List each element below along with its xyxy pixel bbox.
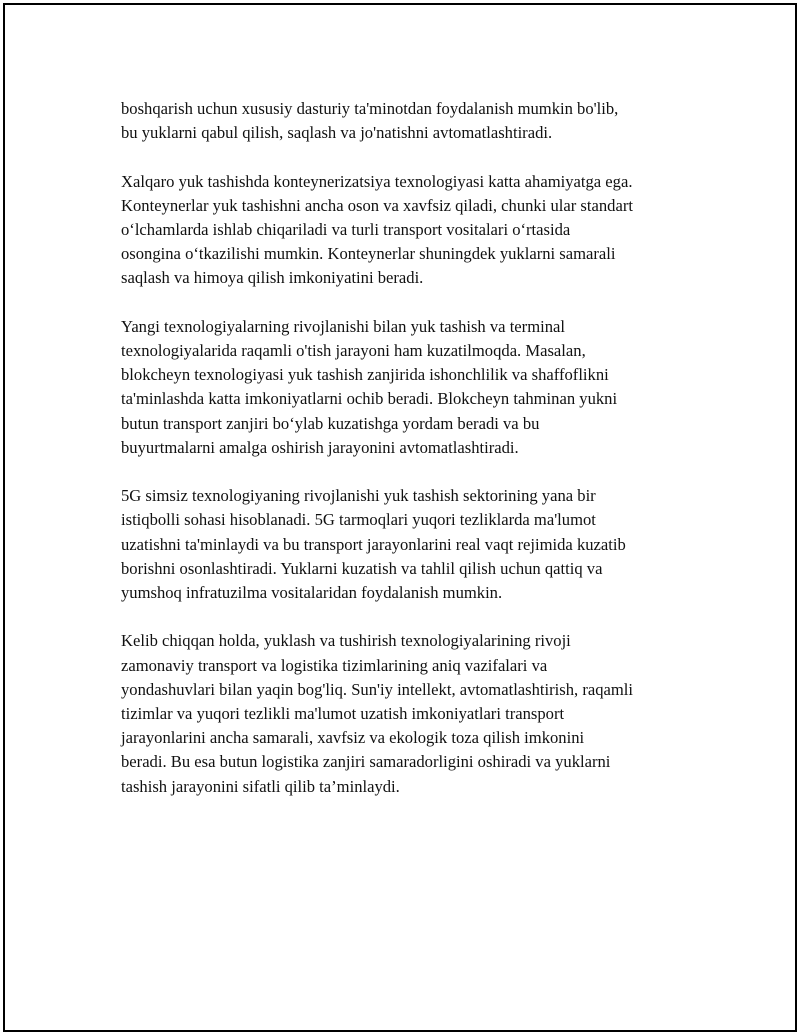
text-line: tashish jarayonini sifatli qilib ta’minlaydi. xyxy=(121,776,400,796)
text-line: jarayonlarini ancha samarali, xavfsiz va ekologik toza qilish imkonini xyxy=(121,728,585,748)
text-line: butun transport zanjiri bo‘ylab kuzatishga yordam beradi va bu xyxy=(121,413,540,433)
text-line: yondashuvlari bilan yaqin bog'liq. Sun'iy intellekt, avtomatlashtirish, raqamli xyxy=(121,679,634,699)
text-line: Yangi texnologiyalarning rivojlanishi bilan yuk tashish va terminal xyxy=(121,316,565,336)
text-line: texnologiyalarida raqamli o'tish jarayoni ham kuzatilmoqda. Masalan, xyxy=(121,341,586,360)
page-content xyxy=(121,97,701,823)
text-line: borishni osonlashtiradi. Yuklarni kuzatish va tahlil qilish uchun qattiq va xyxy=(121,558,603,578)
page-frame xyxy=(3,3,797,1032)
text-line: o‘lchamlarda ishlab chiqariladi va turli transport vositalari o‘rtasida xyxy=(121,220,571,239)
paragraph-2 xyxy=(121,170,701,291)
text-line: 5G simsiz texnologiyaning rivojlanishi yuk tashish sektorining yana bir xyxy=(121,486,596,506)
text-line: buyurtmalarni amalga oshirish jarayonini avtomatlashtiradi. xyxy=(121,437,519,457)
text-line: blokcheyn texnologiyasi yuk tashish zanjirida ishonchlilik va shaffoflikni xyxy=(121,365,609,385)
text-line: Xalqaro yuk tashishda konteynerizatsiya texnologiyasi katta ahamiyatga ega. xyxy=(121,171,633,191)
text-line: istiqbolli sohasi hisoblanadi. 5G tarmoqlari yuqori tezliklarda ma'lumot xyxy=(121,510,596,530)
text-line: yumshoq infratuzilma vositalaridan foydalanish mumkin. xyxy=(121,583,503,603)
paragraph-3 xyxy=(121,315,701,460)
text-line: zamonaviy transport va logistika tizimlarining aniq vazifalari va xyxy=(121,655,548,675)
text-line: bu yuklarni qabul qilish, saqlash va jo'natishni avtomatlashtiradi. xyxy=(121,123,553,143)
text-line: boshqarish uchun xususiy dasturiy ta'minotdan foydalanish mumkin bo'lib, xyxy=(121,99,619,118)
paragraph-5 xyxy=(121,629,701,798)
paragraph-4 xyxy=(121,484,701,605)
text-line: tizimlar va yuqori tezlikli ma'lumot uzatish imkoniyatlari transport xyxy=(121,704,565,724)
text-line: beradi. Bu esa butun logistika zanjiri samaradorligini oshiradi va yuklarni xyxy=(121,752,611,772)
text-line: uzatishni ta'minlaydi va bu transport jarayonlarini real vaqt rejimida kuzatib xyxy=(121,534,626,554)
text-line: Kelib chiqqan holda, yuklash va tushirish texnologiyalarining rivoji xyxy=(121,631,571,651)
text-line: ta'minlashda katta imkoniyatlarni ochib beradi. Blokcheyn tahminan yukni xyxy=(121,389,618,409)
text-line: saqlash va himoya qilish imkoniyatini beradi. xyxy=(121,268,424,288)
text-line: osongina o‘tkazilishi mumkin. Konteynerlar shuningdek yuklarni samarali xyxy=(121,244,616,264)
paragraph-1 xyxy=(121,97,701,145)
text-line: Konteynerlar yuk tashishni ancha oson va xavfsiz qiladi, chunki ular standart xyxy=(121,195,633,215)
